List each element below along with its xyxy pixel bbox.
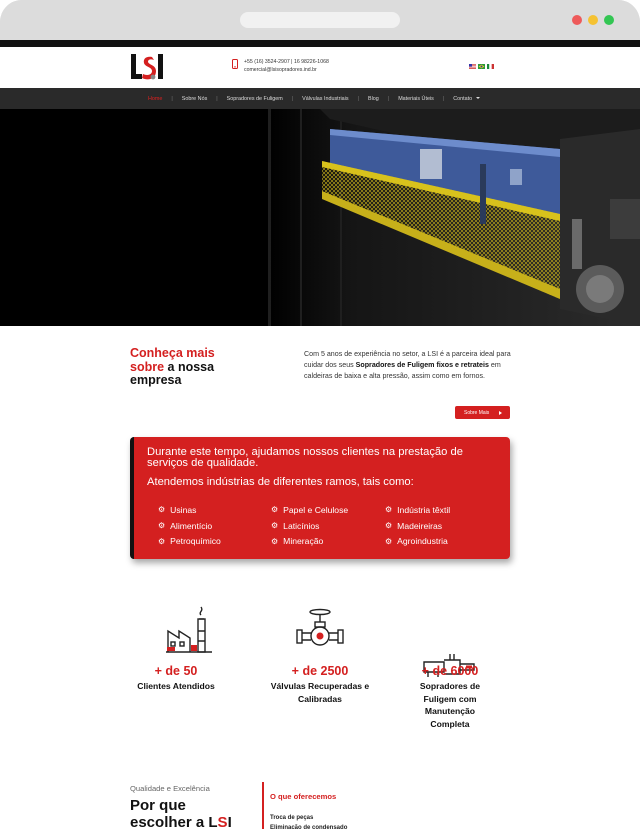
nav-valvulas[interactable]: Válvulas Industriais (302, 95, 349, 102)
top-strip (0, 40, 640, 47)
stat-label: Clientes Atendidos (137, 681, 215, 691)
industries-card-bg (130, 437, 510, 559)
nav-sopradores[interactable]: Sopradores de Fuligem (226, 95, 283, 102)
why-choose-title (130, 797, 232, 829)
main-nav (0, 88, 640, 109)
industries-list (158, 504, 498, 547)
nav-separator: | (291, 95, 294, 102)
phone-icon (232, 59, 238, 69)
industry-item: ⚙ Madeireiras (385, 520, 443, 531)
why-title-red: S (217, 814, 228, 829)
maximize-dot[interactable] (604, 15, 614, 25)
stat-clients (116, 664, 236, 693)
nav-separator: | (387, 95, 390, 102)
industry-item: ⚙ Petroquímico (158, 536, 221, 547)
mexico-flag-icon[interactable] (487, 64, 494, 69)
divider-line (262, 782, 264, 829)
email-address[interactable]: comercial@lsisopradores.ind.br (244, 66, 317, 73)
nav-home[interactable]: Home (148, 95, 163, 102)
why-title-line2: escolher a L (130, 814, 218, 829)
chevron-down-icon (476, 97, 480, 99)
why-title-end: I (227, 814, 232, 829)
gear-icon: ⚙ (158, 521, 166, 531)
about-more-button[interactable] (455, 406, 510, 419)
offer-item: Eliminação de condensado (270, 825, 348, 829)
arrow-right-icon (499, 411, 502, 415)
gear-icon: ⚙ (271, 505, 279, 515)
gear-icon: ⚙ (158, 536, 166, 546)
close-dot[interactable] (572, 15, 582, 25)
industry-item: ⚙ Indústria têxtil (385, 504, 451, 515)
card-subtitle: Atendemos indústrias de diferentes ramos, tais como: (147, 476, 414, 488)
phone-numbers[interactable]: +55 (16) 3524-2907 | 16 98226-1068 (244, 59, 329, 65)
stat-label: Sopradores de Fuligem com Manutenção Completa (419, 681, 481, 729)
offer-list (270, 813, 347, 829)
card-intro: Durante este tempo, ajudamos nossos clientes na prestação de serviços de qualidade. (147, 446, 463, 469)
industry-item: ⚙ Alimentício (158, 520, 213, 531)
about-title-red: Conheça mais sobre (130, 346, 215, 374)
about-title (130, 347, 240, 388)
factory-icon (165, 605, 215, 655)
nav-materiais[interactable]: Materiais Úteis (398, 95, 434, 102)
about-text-post: em caldeiras de baixa e alta pressão, assim como em fornos. (304, 360, 501, 380)
page-viewport (0, 40, 640, 829)
industry-item: ⚙ Papel e Celulose (271, 504, 349, 515)
address-bar[interactable] (240, 12, 400, 28)
gear-icon: ⚙ (158, 505, 166, 515)
us-flag-icon[interactable] (469, 64, 476, 69)
industry-item: ⚙ Usinas (158, 504, 197, 515)
nav-contato[interactable] (453, 96, 480, 102)
gear-icon: ⚙ (385, 521, 393, 531)
nav-separator: | (171, 95, 173, 102)
nav-contato-label: Contato (453, 95, 473, 102)
language-flags (469, 64, 494, 69)
nav-separator: | (216, 95, 218, 102)
industries-card (130, 437, 510, 559)
site-header (0, 47, 640, 88)
stat-number: + de 6000 (421, 664, 479, 678)
about-section (0, 326, 640, 438)
gear-icon: ⚙ (271, 521, 279, 531)
industry-item: ⚙ Mineração (271, 536, 324, 547)
valve-icon (295, 608, 345, 652)
brazil-flag-icon[interactable] (478, 64, 485, 69)
nav-blog[interactable]: Blog (367, 95, 379, 102)
offer-item: Troca de peças (270, 815, 314, 821)
offer-title: O que oferecemos (270, 792, 337, 801)
stat-label: Válvulas Recuperadas e Calibradas (270, 681, 370, 704)
stat-number: + de 2500 (291, 664, 349, 678)
nav-separator: | (357, 95, 359, 102)
about-more-label: Sobre Mais (464, 409, 490, 416)
window-controls (572, 15, 614, 25)
browser-toolbar (0, 0, 640, 40)
industry-item: ⚙ Agroindustria (385, 536, 448, 547)
about-text (304, 349, 514, 381)
stat-valves (260, 664, 380, 705)
why-title-line1: Por que (130, 797, 186, 814)
industry-item: ⚙ Laticínios (271, 520, 320, 531)
about-text-pre: Com 5 anos de experiência no setor, a LSI é a parceira ideal para cuidar dos seus (304, 350, 511, 369)
about-text-bold: Sopradores de Fuligem fixos e retrateis (355, 360, 489, 369)
hero-banner (0, 109, 640, 326)
minimize-dot[interactable] (588, 15, 598, 25)
about-title-dark: a nossa (167, 359, 215, 374)
lsi-logo[interactable] (131, 53, 165, 81)
hero-machine-image (0, 109, 640, 326)
quality-subtitle: Qualidade e Excelência (130, 784, 210, 793)
gear-icon: ⚙ (385, 505, 393, 515)
contact-info (232, 59, 329, 74)
nav-sobre-nos[interactable]: Sobre Nós (181, 95, 208, 102)
stat-soot-blowers (390, 664, 510, 730)
stat-number: + de 50 (154, 664, 198, 678)
nav-separator: | (442, 95, 445, 102)
about-title-dark-line: empresa (130, 373, 182, 387)
gear-icon: ⚙ (385, 536, 393, 546)
gear-icon: ⚙ (271, 536, 279, 546)
